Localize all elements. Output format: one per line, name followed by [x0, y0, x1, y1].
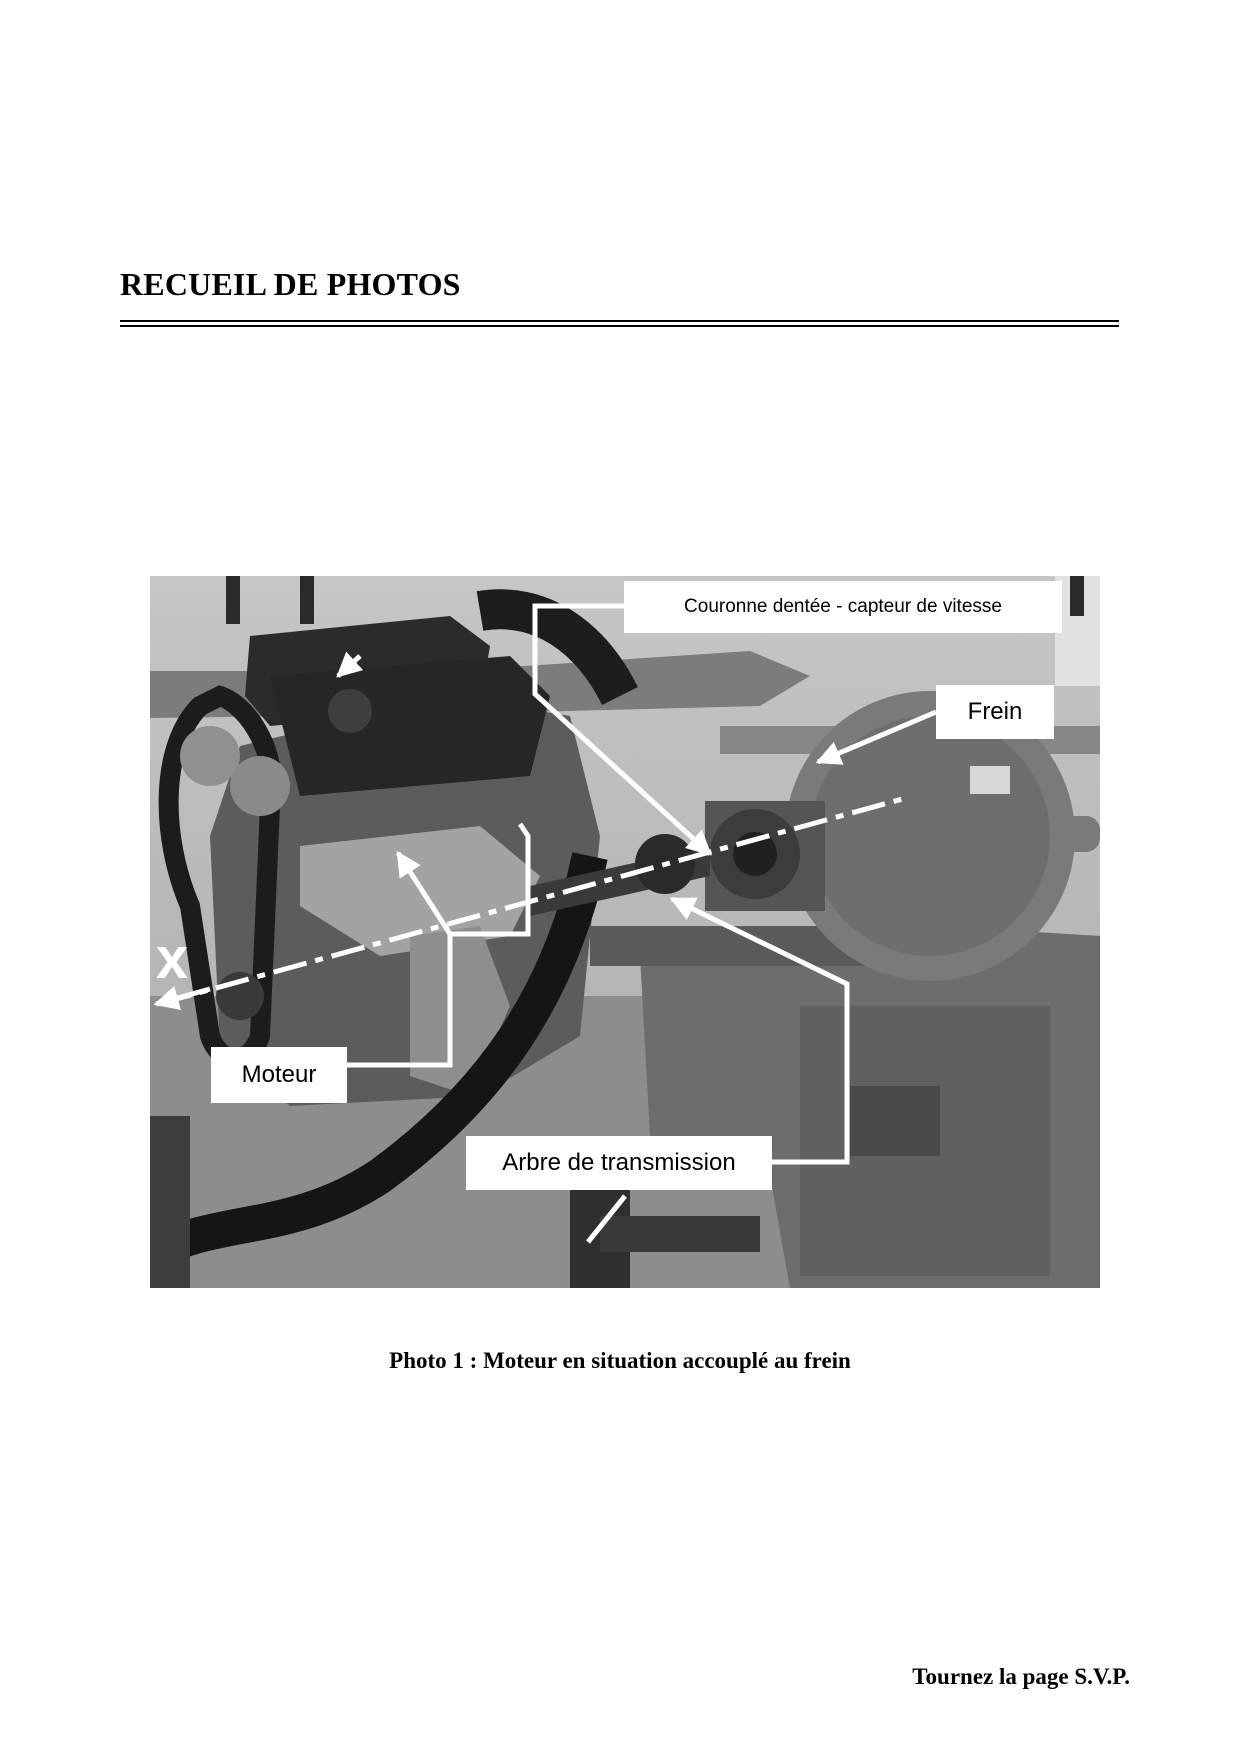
page-title: RECUEIL DE PHOTOS: [120, 266, 461, 302]
label-frein: Frein: [936, 685, 1054, 739]
label-couronne: Couronne dentée - capteur de vitesse: [624, 581, 1062, 633]
title-rule-bottom: [120, 325, 1119, 327]
page-footer: Tournez la page S.V.P.: [912, 1664, 1130, 1689]
label-moteur: Moteur: [211, 1047, 347, 1103]
photo-engine-brake: [150, 576, 1100, 1288]
axis-x-label: x: [155, 926, 189, 991]
title-rule-top: [120, 320, 1119, 322]
photo-caption: Photo 1 : Moteur en situation accouplé au frein: [389, 1348, 851, 1373]
label-arbre: Arbre de transmission: [466, 1136, 772, 1190]
